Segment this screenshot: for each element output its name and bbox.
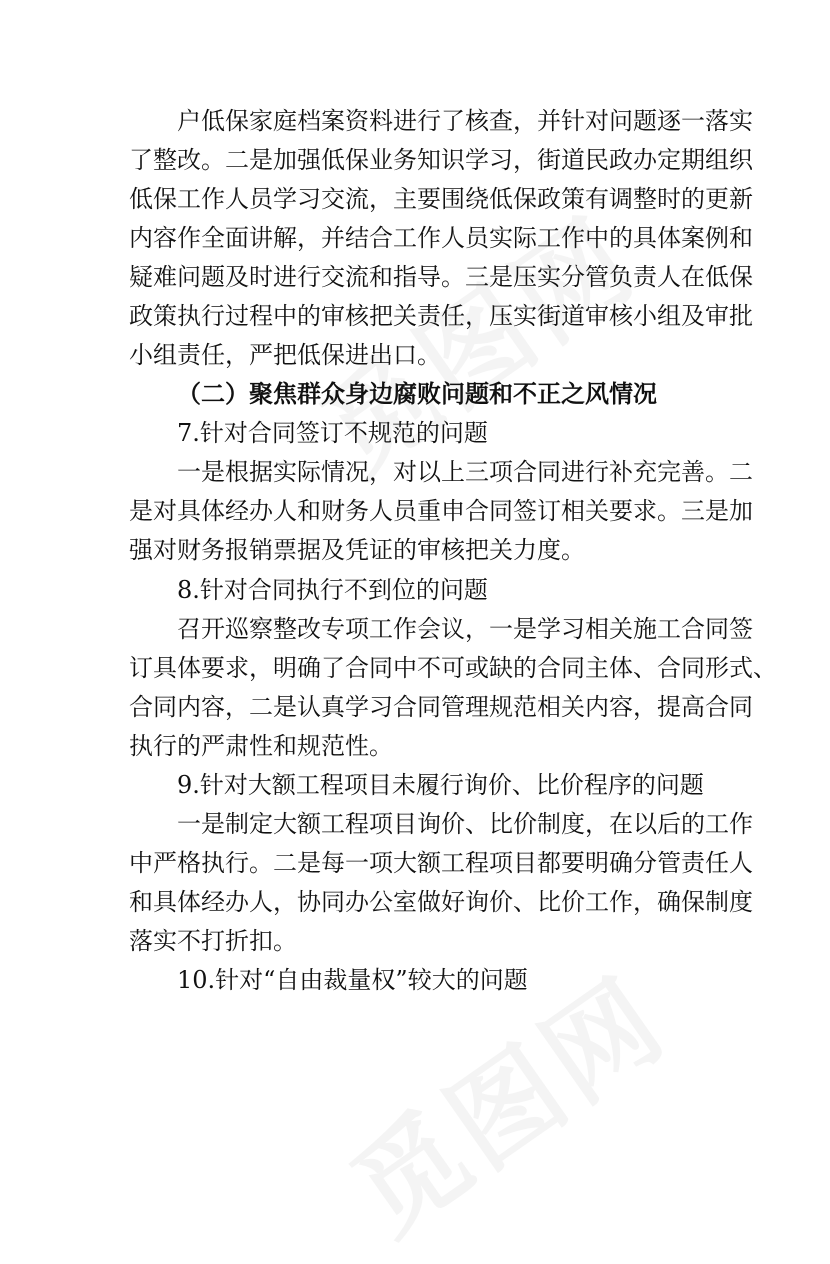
item-heading: 10.针对“自由裁量权”较大的问题 (177, 966, 528, 994)
body-text-line: 召开巡察整改专项工作会议，一是学习相关施工合同签 (177, 615, 753, 643)
item-heading: 8.针对合同执行不到位的问题 (177, 576, 488, 604)
body-text-line: 户低保家庭档案资料进行了核查，并针对问题逐一落实 (177, 107, 753, 135)
body-text-line: 政策执行过程中的审核把关责任，压实街道审核小组及审批 (129, 302, 753, 330)
body-text-line: 和具体经办人，协同办公室做好询价、比价工作，确保制度 (129, 888, 753, 916)
body-text-line: 强对财务报销票据及凭证的审核把关力度。 (129, 536, 585, 564)
body-text-line: 一是根据实际情况，对以上三项合同进行补充完善。二 (177, 458, 753, 486)
body-text-line: 执行的严肃性和规范性。 (129, 732, 393, 760)
body-text-line: 合同内容，二是认真学习合同管理规范相关内容，提高合同 (129, 693, 753, 721)
section-heading: （二）聚焦群众身边腐败问题和不正之风情况 (177, 379, 657, 408)
body-text-line: 了整改。二是加强低保业务知识学习，街道民政办定期组织 (129, 146, 753, 174)
body-text-line: 落实不打折扣。 (129, 927, 297, 955)
body-text-line: 内容作全面讲解，并结合工作人员实际工作中的具体案例和 (129, 224, 753, 252)
body-text-line: 订具体要求，明确了合同中不可或缺的合同主体、合同形式、 (129, 654, 777, 682)
body-text-line: 低保工作人员学习交流，主要围绕低保政策有调整时的更新 (129, 185, 753, 213)
item-heading: 9.针对大额工程项目未履行询价、比价程序的问题 (177, 771, 704, 799)
item-heading: 7.针对合同签订不规范的问题 (177, 419, 488, 447)
body-text-line: 疑难问题及时进行交流和指导。三是压实分管负责人在低保 (129, 263, 753, 291)
body-text-line: 是对具体经办人和财务人员重申合同签订相关要求。三是加 (129, 497, 753, 525)
body-text-line: 一是制定大额工程项目询价、比价制度，在以后的工作 (177, 810, 753, 838)
body-text-line: 中严格执行。二是每一项大额工程项目都要明确分管责任人 (129, 849, 753, 877)
body-text-line: 小组责任，严把低保进出口。 (129, 341, 441, 369)
